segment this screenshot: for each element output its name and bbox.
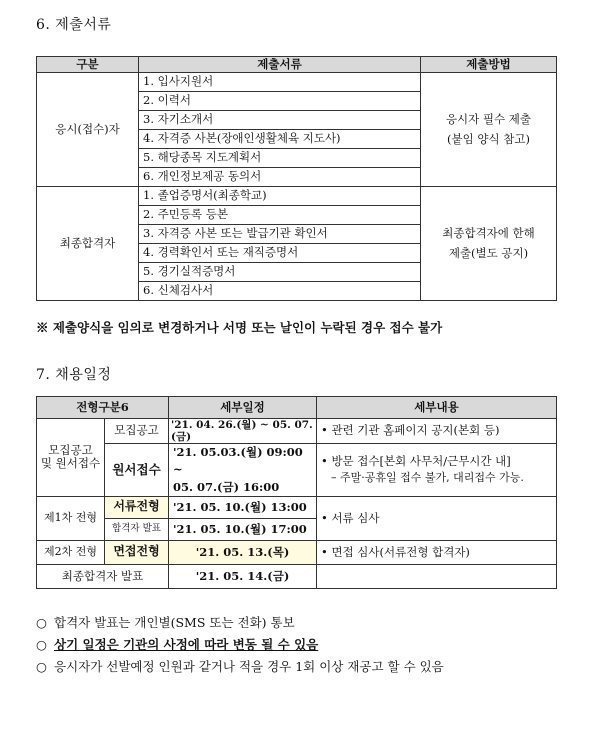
group2-doc: 6. 신체검사서 [139, 282, 421, 301]
recruit-notice-label: 모집공고 [105, 419, 169, 444]
interview-label: 면접전형 [105, 540, 169, 564]
group1-doc: 5. 해당종목 지도계획서 [139, 149, 421, 168]
group1-method-line2: (붙임 양식 참고) [447, 131, 530, 146]
group1-method [421, 73, 557, 187]
note-text: 응시자가 선발예정 인원과 같거나 적을 경우 1회 이상 재공고 할 수 있음 [54, 658, 444, 674]
document-screening-schedule: '21. 05. 10.(월) 13:00 [169, 496, 317, 518]
group1-method-line1: 응시자 필수 제출 [445, 112, 532, 127]
group1-label: 응시(접수)자 [37, 73, 139, 187]
schedule-notes [36, 612, 566, 678]
group1-doc: 2. 이력서 [139, 92, 421, 111]
application-schedule-line1: '21. 05.03.(월) 09:00 ~ [173, 445, 303, 477]
note-text: 상기 일정은 기관의 사정에 따라 변동 될 수 있음 [54, 636, 319, 652]
header-schedule: 세부일정 [169, 397, 317, 419]
group1-doc: 6. 개인정보제공 동의서 [139, 168, 421, 187]
note-text: 합격자 발표는 개인별(SMS 또는 전화) 통보 [54, 615, 295, 630]
group1-doc: 4. 자격증 사본(장애인생활체육 지도사) [139, 130, 421, 149]
circle-bullet-icon: ○ [36, 615, 47, 630]
recruit-group-line2: 및 원서접수 [40, 456, 101, 471]
submission-note: ※ 제출양식을 임의로 변경하거나 서명 또는 날인이 누락된 경우 접수 불가 [36, 320, 443, 335]
application-detail [317, 444, 557, 497]
document-screening-detail: • 서류 심사 [317, 496, 557, 540]
note-item [36, 634, 566, 656]
note-item [36, 612, 566, 634]
interview-detail: • 면접 심사(서류전형 합격자) [317, 540, 557, 564]
section7-title: 7. 채용일정 [36, 367, 112, 383]
group2-doc: 4. 경력확인서 또는 재직증명서 [139, 244, 421, 263]
group2-doc: 5. 경기실적증명서 [139, 263, 421, 282]
recruit-notice-detail: • 관련 기관 홈페이지 공지(본회 등) [317, 419, 557, 444]
group2-method-line2: 제출(별도 공지) [448, 245, 529, 260]
final-announcement-label: 최종합격자 발표 [37, 564, 169, 588]
group2-doc: 2. 주민등록 등본 [139, 206, 421, 225]
stage1-announcement-schedule: '21. 05. 10.(월) 17:00 [169, 518, 317, 540]
header-stage: 전형구분6 [37, 397, 169, 419]
application-schedule-line2: 05. 07.(금) 16:00 [173, 479, 280, 494]
final-announcement-schedule: '21. 05. 14.(금) [169, 564, 317, 588]
stage1-group: 제1차 전형 [37, 496, 105, 540]
documents-table [36, 56, 557, 301]
recruit-group [37, 419, 105, 497]
group2-method [421, 187, 557, 301]
stage2-group: 제2차 전형 [37, 540, 105, 564]
header-detail: 세부내용 [317, 397, 557, 419]
group1-doc: 1. 입사지원서 [139, 73, 421, 92]
schedule-table [36, 396, 557, 589]
stage1-announcement-label: 합격자 발표 [105, 518, 169, 540]
section6-title: 6. 제출서류 [36, 17, 112, 33]
header-method: 제출방법 [421, 57, 557, 73]
final-announcement-detail [317, 564, 557, 588]
application-label: 원서접수 [105, 444, 169, 497]
header-category: 구분 [37, 57, 139, 73]
group2-doc: 1. 졸업증명서(최종학교) [139, 187, 421, 206]
recruit-notice-schedule: '21. 04. 26.(월) ~ 05. 07.(금) [169, 419, 317, 444]
application-schedule [169, 444, 317, 497]
header-documents: 제출서류 [139, 57, 421, 73]
application-detail-line2: – 주말·공휴일 접수 불가, 대리접수 가능. [331, 471, 524, 485]
application-detail-line1: • 방문 접수[본회 사무처/근무시간 내] [321, 454, 511, 469]
circle-bullet-icon: ○ [36, 636, 47, 652]
document-screening-label: 서류전형 [105, 496, 169, 518]
group2-method-line1: 최종합격자에 한해 [442, 226, 535, 241]
note-item [36, 656, 566, 678]
group1-doc: 3. 자기소개서 [139, 111, 421, 130]
recruit-group-line1: 모집공고 [48, 443, 93, 458]
circle-bullet-icon: ○ [36, 658, 47, 674]
group2-label: 최종합격자 [37, 187, 139, 301]
interview-schedule: '21. 05. 13.(목) [169, 540, 317, 564]
group2-doc: 3. 자격증 사본 또는 발급기관 확인서 [139, 225, 421, 244]
